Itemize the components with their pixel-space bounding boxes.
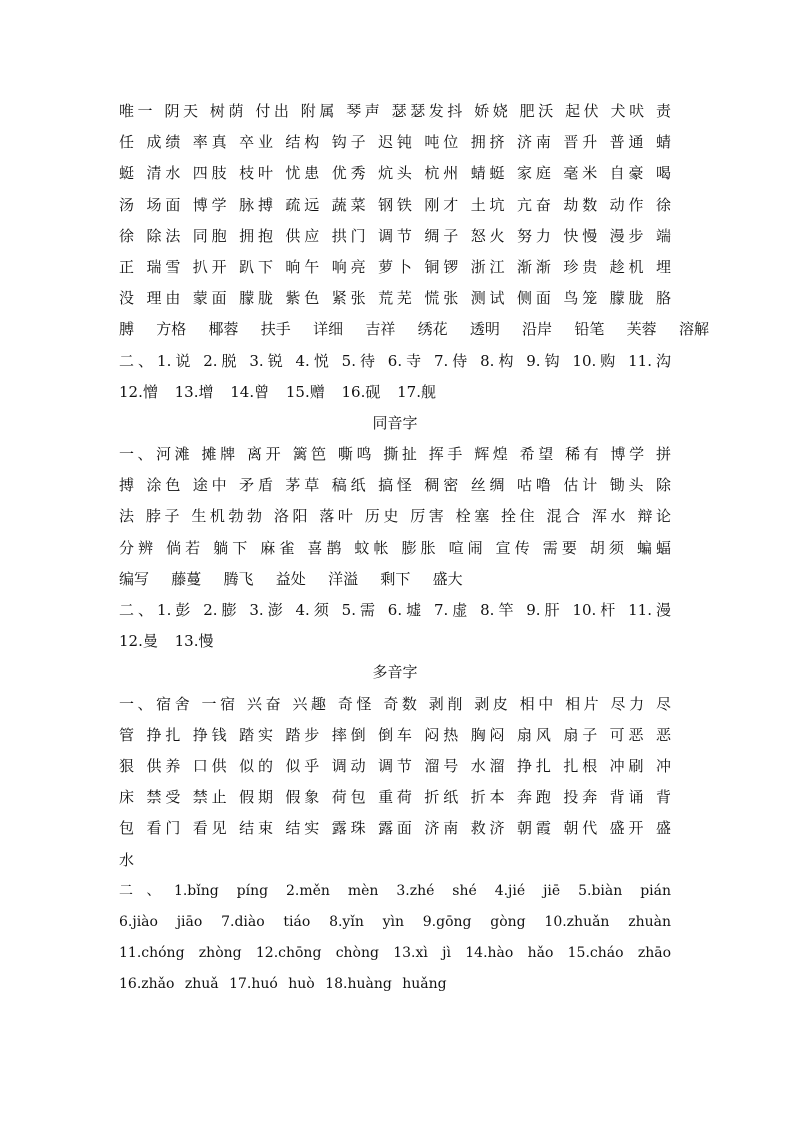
- text-line: 管 挣扎 挣钱 踏实 踏步 摔倒 倒车 闷热 胸闷 扇风 扇子 可恶 恶: [119, 725, 671, 744]
- text-line: 任 成绩 率真 卒业 结构 钩子 迟钝 吨位 拥挤 济南 晋升 普通 蜻: [119, 133, 671, 152]
- text-line: 12.憎 13.增 14.曾 15.赠 16.砚 17.舰: [119, 382, 436, 401]
- section-3-polyphones: [119, 657, 671, 1000]
- text-line: 二、1.彭 2.膨 3.澎 4.须 5.需 6.墟 7.虚 8.竿 9.肝 10.杆 11.漫: [119, 601, 671, 619]
- section-heading: 同音字: [372, 413, 418, 432]
- text-line: 没 理由 蒙面 朦胧 紫色 紧张 荒芜 慌张 测试 侧面 鸟笼 朦胧 胳: [119, 289, 671, 308]
- text-line: 徐 除法 同胞 拥抱 供应 拱门 调节 绸子 怒火 努力 快慢 漫步 端: [119, 226, 671, 245]
- text-line: 一、河滩 摊牌 离开 篱笆 嘶鸣 撕扯 挥手 辉煌 希望 稀有 博学 拼: [119, 445, 671, 464]
- text-line: 法 脖子 生机勃勃 洛阳 落叶 历史 厉害 栓塞 拴住 混合 浑水 辩论: [119, 507, 671, 526]
- answer-page: [119, 96, 709, 1000]
- text-line: 正 瑞雪 扒开 趴下 晌午 响亮 萝卜 铜锣 浙江 渐渐 珍贵 趁机 埋: [119, 257, 671, 276]
- text-line: 一、宿舍 一宿 兴奋 兴趣 奇怪 奇数 剥削 剥皮 相中 相片 尽力 尽: [119, 694, 671, 713]
- text-line: 水: [119, 850, 135, 869]
- text-line: 床 禁受 禁止 假期 假象 荷包 重荷 折纸 折本 奔跑 投奔 背诵 背: [119, 788, 671, 807]
- text-line: 包 看门 看见 结束 结实 露珠 露面 济南 救济 朝霞 朝代 盛开 盛: [119, 819, 671, 838]
- text-line: 二、1.说 2.脱 3.锐 4.悦 5.待 6.寺 7.侍 8.构 9.钩 10.购 11.沟: [119, 351, 671, 370]
- text-line: 蜓 清水 四肢 枝叶 忧患 优秀 炕头 杭州 蜻蜓 家庭 毫米 自豪 喝: [119, 164, 671, 183]
- pinyin-line: 11.chóng zhòng 12.chōng chòng 13.xì jì 14.hào hǎo 15.cháo zhāo: [119, 945, 671, 962]
- pinyin-line: 6.jiào jiāo 7.diào tiáo 8.yǐn yìn 9.gōng gòng 10.zhuǎn zhuàn: [119, 913, 671, 930]
- section-2-homophones: [119, 408, 671, 658]
- section-1-vocabulary: [119, 96, 709, 408]
- text-line: 12.曼 13.慢: [119, 632, 214, 651]
- text-line: 膊 方格 椰蓉 扶手 详细 吉祥 绣花 透明 沿岸 铅笔 芙蓉 溶解: [119, 320, 709, 339]
- text-line: 唯一 阴天 树荫 付出 附属 琴声 瑟瑟发抖 娇娆 肥沃 起伏 犬吠 责: [119, 102, 671, 120]
- text-line: 编写 藤蔓 腾飞 益处 洋溢 剩下 盛大: [119, 569, 463, 588]
- text-line: 狠 供养 口供 似的 似乎 调动 调节 溜号 水溜 挣扎 扎根 冲刷 冲: [119, 756, 671, 775]
- text-line: 汤 场面 博学 脉搏 疏远 蔬菜 钢铁 刚才 土坑 亢奋 劫数 动作 徐: [119, 195, 671, 214]
- pinyin-line: 二、1.bǐng píng 2.měn mèn 3.zhé shé 4.jié jiē 5.biàn pián: [119, 882, 671, 899]
- text-line: 分辨 倘若 躺下 麻雀 喜鹊 蚊帐 膨胀 喧闹 宣传 需要 胡须 蝙蝠: [119, 538, 671, 557]
- section-heading: 多音字: [372, 663, 418, 682]
- text-line: 搏 涂色 途中 矛盾 茅草 稿纸 搞怪 稠密 丝绸 咕噜 估计 锄头 除: [119, 476, 671, 495]
- pinyin-line: 16.zhǎo zhuǎ 17.huó huò 18.huàng huǎng: [119, 976, 447, 993]
